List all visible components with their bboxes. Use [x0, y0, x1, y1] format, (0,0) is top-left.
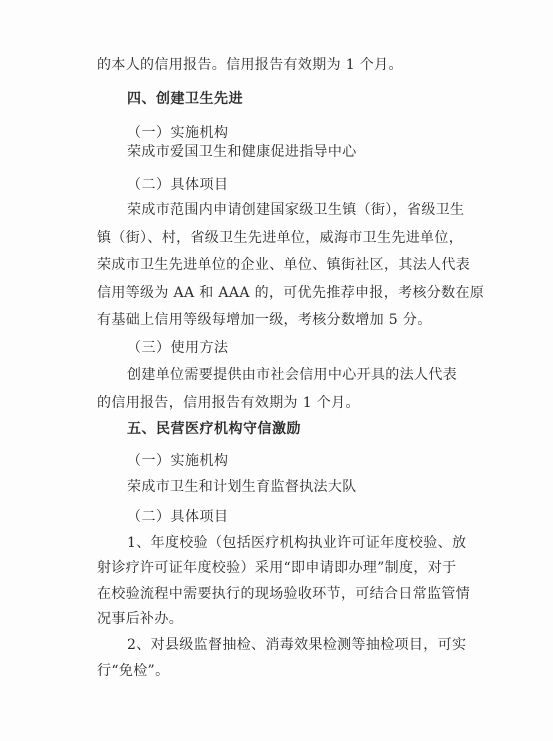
text-line: 行“免检”。 [97, 663, 170, 679]
text-line: 2、对县级监督抽检、消毒效果检测等抽检项目，可实 [127, 637, 467, 653]
text-line: 荣成市爱国卫生和健康促进指导中心 [127, 144, 357, 160]
subsection-heading: （二）具体项目 [127, 509, 229, 525]
text-line: 荣成市卫生和计划生育监督执法大队 [127, 479, 357, 495]
subsection-heading: （一）实施机构 [127, 453, 229, 469]
section-heading: 四、创建卫生先进 [127, 91, 243, 107]
text-line: 信用等级为 AA 和 AAA 的，可优先推荐申报，考核分数在原 [97, 285, 485, 301]
text-line: 在校验流程中需要执行的现场验收环节，可结合日常监管情 [97, 586, 471, 602]
text-line: 的信用报告，信用报告有效期为 1 个月。 [97, 395, 360, 411]
text-line: 1、年度校验（包括医疗机构执业许可证年度校验、放 [127, 535, 467, 551]
text-line: 荣成市范围内申请创建国家级卫生镇（街），省级卫生 [127, 202, 465, 218]
section-heading: 五、民营医疗机构守信激励 [127, 421, 301, 437]
text-line: 荣成市卫生先进单位的企业、单位、镇街社区，其法人代表 [97, 257, 471, 273]
text-line: 射诊疗许可证年度校验）采用“即申请即办理”制度，对于 [97, 560, 457, 576]
text-line: 况事后补办。 [97, 611, 184, 627]
text-line: 的本人的信用报告。信用报告有效期为 1 个月。 [97, 57, 403, 73]
subsection-heading: （二）具体项目 [127, 177, 229, 193]
text-line: 镇（街）、村，省级卫生先进单位，威海市卫生先进单位， [97, 230, 464, 246]
text-line: 有基础上信用等级每增加一级，考核分数增加 5 分。 [97, 312, 432, 328]
subsection-heading: （一）实施机构 [127, 125, 229, 141]
subsection-heading: （三）使用方法 [127, 340, 229, 356]
text-line: 创建单位需要提供由市社会信用中心开具的法人代表 [127, 367, 458, 383]
